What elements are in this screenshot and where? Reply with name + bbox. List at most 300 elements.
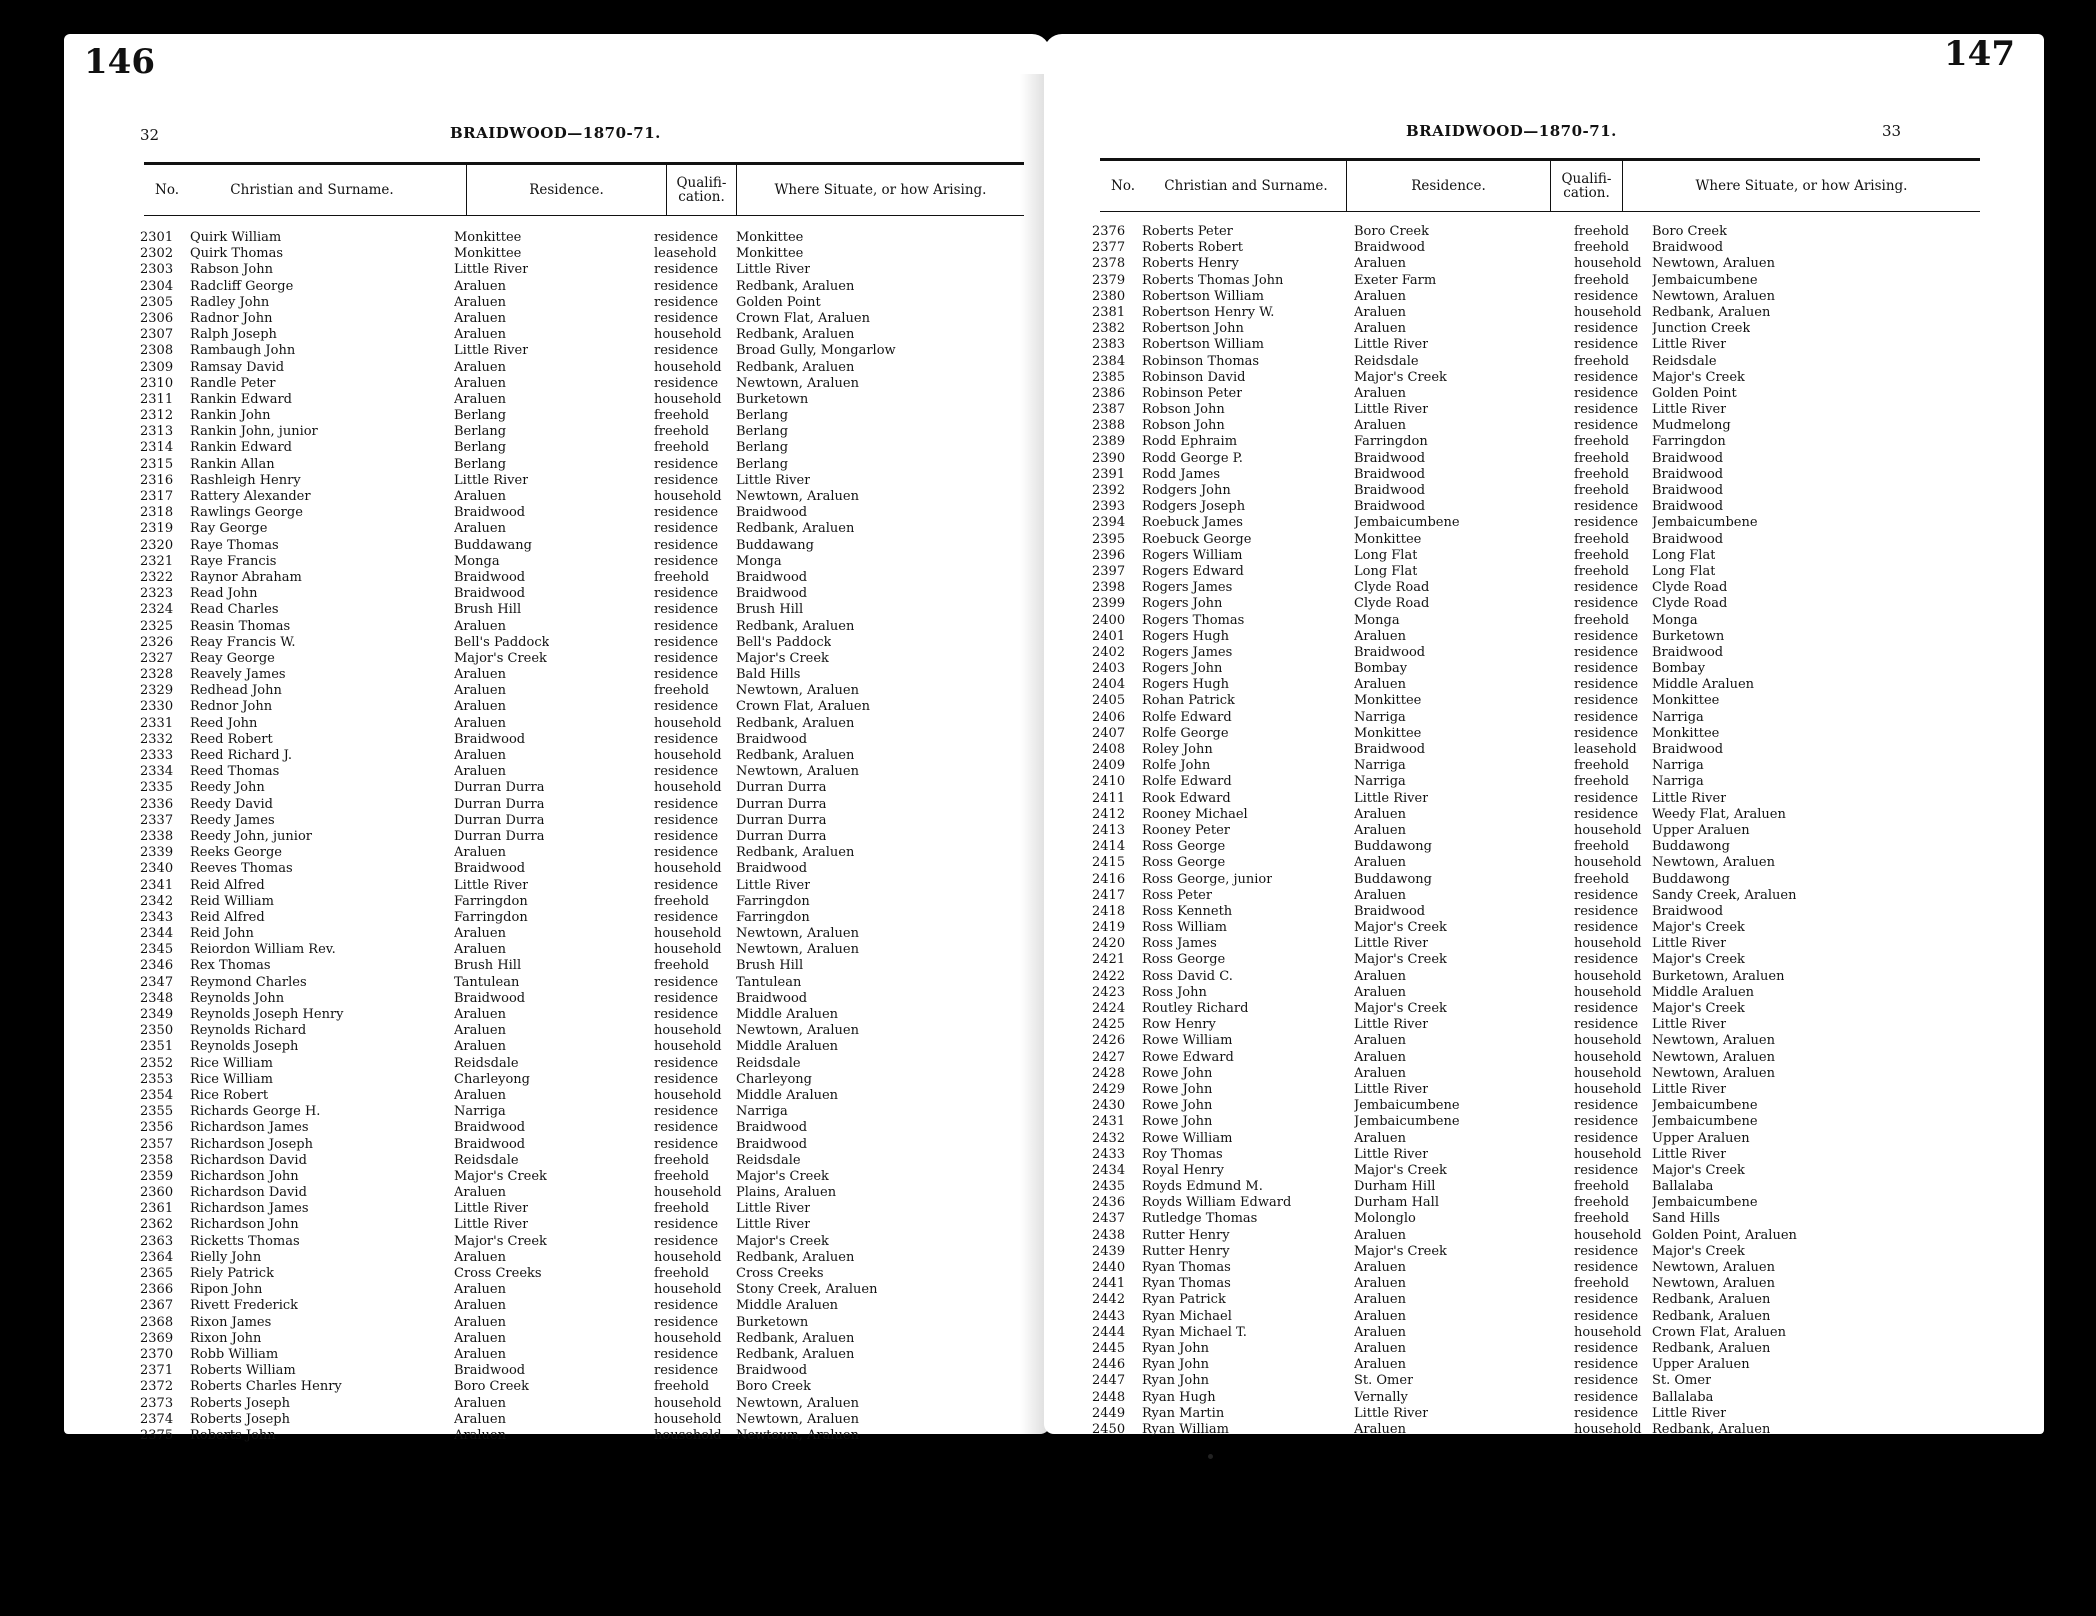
entry-residence: Charleyong	[454, 1071, 531, 1087]
entry-residence: Durran Durra	[454, 812, 545, 828]
entry-name: Reeves Thomas	[190, 861, 293, 877]
table-row	[140, 1153, 1030, 1169]
entry-where-situate: Braidwood	[1652, 240, 1724, 256]
entry-residence: Major's Creek	[454, 1168, 547, 1184]
entry-qualification: freehold	[1574, 224, 1630, 239]
entry-residence: Narriga	[1354, 774, 1406, 790]
entry-where-situate: Braidwood	[736, 731, 808, 747]
column-header-residence: Residence.	[466, 165, 666, 215]
table-row	[1092, 354, 1992, 370]
entry-residence: Araluen	[1354, 887, 1406, 903]
entry-number: 2396	[1092, 547, 1126, 563]
entry-qualification: residence	[654, 521, 719, 537]
entry-qualification: residence	[654, 877, 719, 893]
entry-number: 2350	[140, 1023, 174, 1039]
entry-number: 2322	[140, 569, 174, 585]
entry-qualification: residence	[1574, 1308, 1639, 1324]
entry-qualification: residence	[654, 1314, 719, 1330]
entry-number: 2432	[1092, 1130, 1126, 1146]
entry-residence: Berlang	[454, 424, 507, 440]
entry-where-situate: Braidwood	[1652, 644, 1724, 660]
handwritten-page-number: 147	[1944, 34, 2015, 74]
entry-where-situate: Braidwood	[736, 505, 808, 521]
entry-residence: Vernally	[1354, 1389, 1408, 1405]
entry-residence: Reidsdale	[1354, 353, 1419, 369]
table-row	[140, 1039, 1030, 1055]
entry-where-situate: Redbank, Araluen	[736, 1249, 855, 1265]
entry-where-situate: Braidwood	[736, 861, 808, 877]
entry-residence: Farringdon	[454, 893, 528, 909]
table-row	[1092, 1406, 1992, 1422]
entry-name: Richardson James	[190, 1120, 309, 1136]
table-row	[1092, 370, 1992, 386]
entry-residence: Araluen	[1354, 1033, 1406, 1049]
entry-number: 2357	[140, 1136, 174, 1152]
entry-name: Royal Henry	[1142, 1162, 1224, 1178]
entry-where-situate: Redbank, Araluen	[736, 715, 855, 731]
entry-residence: Araluen	[1354, 1308, 1406, 1324]
entry-number: 2342	[140, 893, 174, 909]
entry-residence: Araluen	[1354, 1065, 1406, 1081]
table-row	[1092, 467, 1992, 483]
entry-name: Rice William	[190, 1055, 273, 1071]
entry-residence: Berlang	[454, 440, 507, 456]
entry-residence: Little River	[454, 343, 529, 359]
entry-qualification: household	[1574, 1049, 1642, 1065]
entry-number: 2340	[140, 861, 174, 877]
table-row	[1092, 1131, 1992, 1147]
entry-name: Rowe William	[1142, 1033, 1233, 1049]
entry-name: Reid William	[190, 893, 274, 909]
table-row	[140, 246, 1030, 262]
entry-residence: Little River	[454, 472, 529, 488]
entry-name: Rodgers John	[1142, 483, 1231, 498]
entry-residence: Little River	[454, 1201, 529, 1217]
entry-where-situate: Braidwood	[1652, 903, 1724, 919]
entry-residence: Little River	[1354, 1405, 1429, 1421]
entry-qualification: household	[654, 861, 722, 877]
entry-where-situate: Buddawong	[1652, 839, 1730, 855]
entry-qualification: leasehold	[654, 246, 717, 262]
table-row	[140, 894, 1030, 910]
entry-where-situate: Little River	[1652, 1146, 1727, 1162]
entry-where-situate: Braidwood	[1652, 483, 1724, 498]
column-header-qualification: Qualifi-cation.	[1550, 161, 1622, 211]
entry-name: Ross Peter	[1142, 887, 1213, 903]
entry-where-situate: Little River	[1652, 402, 1727, 418]
entry-where-situate: Middle Araluen	[1652, 984, 1755, 1000]
entry-name: Royds Edmund M.	[1142, 1179, 1263, 1195]
entry-name: Reedy John	[190, 780, 265, 796]
entry-number: 2420	[1092, 936, 1126, 952]
entry-where-situate: Major's Creek	[1652, 1162, 1745, 1178]
table-row	[140, 1104, 1030, 1120]
entry-residence: Araluen	[1354, 304, 1406, 320]
entry-where-situate: Durran Durra	[736, 828, 827, 844]
entry-number: 2392	[1092, 483, 1126, 498]
entry-qualification: residence	[654, 812, 719, 828]
entry-residence: Little River	[1354, 1081, 1429, 1097]
entry-name: Ryan John	[1142, 1357, 1209, 1373]
entry-number: 2408	[1092, 742, 1126, 757]
entry-number: 2330	[140, 699, 174, 715]
entry-number: 2305	[140, 294, 174, 310]
entry-where-situate: Monkittee	[1652, 725, 1720, 741]
entry-number: 2370	[140, 1346, 174, 1362]
entry-number: 2427	[1092, 1049, 1126, 1065]
entry-qualification: residence	[654, 1104, 719, 1120]
entry-where-situate: Narriga	[736, 1104, 788, 1120]
entry-number: 2303	[140, 262, 174, 278]
entry-residence: Clyde Road	[1354, 580, 1430, 596]
entry-where-situate: Monkittee	[736, 246, 804, 262]
entry-name: Robinson David	[1142, 369, 1246, 385]
table-row	[1092, 386, 1992, 402]
entry-where-situate: Burketown	[736, 391, 809, 407]
entry-residence: Araluen	[1354, 321, 1406, 337]
entry-number: 2422	[1092, 968, 1126, 984]
entry-name: Rolfe Edward	[1142, 709, 1232, 725]
entry-qualification: household	[654, 1427, 722, 1443]
entry-number: 2316	[140, 472, 174, 488]
page-number: 33	[1882, 122, 1902, 140]
entry-number: 2391	[1092, 466, 1126, 482]
entry-qualification: residence	[654, 1007, 719, 1022]
table-row	[140, 619, 1030, 635]
entry-residence: Araluen	[1354, 1421, 1406, 1437]
entry-name: Rogers Hugh	[1142, 677, 1230, 693]
entry-name: Ryan Thomas	[1142, 1260, 1231, 1275]
entry-qualification: residence	[1574, 1098, 1639, 1114]
entry-residence: Monkittee	[1354, 531, 1422, 547]
entry-name: Reymond Charles	[190, 974, 307, 990]
entry-where-situate: Little River	[1652, 337, 1727, 353]
entry-residence: Braidwood	[454, 1120, 526, 1136]
entry-name: Ryan Michael T.	[1142, 1324, 1247, 1340]
entry-where-situate: Cross Creeks	[736, 1266, 824, 1281]
entry-qualification: residence	[1574, 580, 1639, 596]
entry-name: Roberts William	[190, 1363, 296, 1379]
entry-residence: Narriga	[1354, 709, 1406, 725]
entry-residence: Araluen	[1354, 677, 1406, 693]
entry-name: Ripon John	[190, 1282, 263, 1298]
entry-qualification: household	[654, 1282, 722, 1298]
entry-number: 2338	[140, 828, 174, 844]
entry-where-situate: Reidsdale	[736, 1152, 801, 1168]
entry-where-situate: Jembaicumbene	[1652, 1195, 1758, 1211]
entry-name: Rogers William	[1142, 547, 1243, 563]
entry-number: 2329	[140, 683, 174, 699]
table-row	[140, 1331, 1030, 1347]
entry-residence: Araluen	[454, 683, 506, 699]
entry-qualification: residence	[1574, 952, 1639, 968]
right-page	[1044, 34, 2044, 1437]
table-row	[1092, 1390, 1992, 1406]
entry-residence: Reidsdale	[454, 1055, 519, 1071]
entry-qualification: household	[654, 748, 722, 763]
entry-name: Ryan Hugh	[1142, 1389, 1216, 1405]
entry-where-situate: Farringdon	[1652, 434, 1726, 450]
entry-name: Roberts Joseph	[190, 1411, 290, 1427]
entry-name: Roberts Robert	[1142, 240, 1243, 256]
entry-residence: Monkittee	[454, 246, 522, 262]
table-row	[140, 586, 1030, 602]
table-row	[140, 376, 1030, 392]
entry-name: Rodd George P.	[1142, 450, 1243, 466]
table-row	[1092, 1341, 1992, 1357]
entry-residence: Araluen	[454, 359, 506, 375]
entry-qualification: residence	[1574, 1017, 1639, 1033]
entry-where-situate: Charleyong	[736, 1071, 813, 1087]
entry-qualification: residence	[1574, 1001, 1639, 1016]
entry-number: 2368	[140, 1314, 174, 1330]
table-row	[1092, 1179, 1992, 1195]
entry-qualification: residence	[654, 553, 719, 569]
entry-name: Ramsay David	[190, 359, 285, 375]
table-row	[140, 813, 1030, 829]
table-row	[140, 1023, 1030, 1039]
entry-where-situate: Braidwood	[736, 586, 808, 602]
table-row	[1092, 855, 1992, 871]
entry-number: 2313	[140, 424, 174, 440]
entry-name: Radnor John	[190, 310, 273, 326]
entry-name: Reynolds Joseph Henry	[190, 1007, 344, 1022]
entry-qualification: household	[654, 1039, 722, 1055]
entry-name: Richardson David	[190, 1185, 307, 1201]
entry-qualification: freehold	[654, 893, 710, 909]
table-row	[1092, 1163, 1992, 1179]
entry-where-situate: Little River	[1652, 936, 1727, 952]
entry-number: 2438	[1092, 1227, 1126, 1243]
column-header-name: Christian and Surname.	[1164, 177, 1328, 194]
entry-number: 2381	[1092, 304, 1126, 320]
entry-number: 2399	[1092, 596, 1126, 612]
entry-residence: Bell's Paddock	[454, 634, 550, 650]
table-row	[1092, 1147, 1992, 1163]
entry-qualification: freehold	[1574, 353, 1630, 369]
entry-name: Rogers Hugh	[1142, 628, 1230, 644]
entry-qualification: residence	[654, 1346, 719, 1362]
entry-where-situate: Upper Araluen	[1652, 1130, 1750, 1146]
entry-where-situate: Newtown, Araluen	[736, 683, 859, 699]
entry-qualification: household	[654, 327, 722, 343]
entry-qualification: residence	[654, 1217, 719, 1233]
entry-number: 2377	[1092, 240, 1126, 256]
entry-qualification: residence	[1574, 499, 1639, 515]
entry-name: Ryan William	[1142, 1421, 1230, 1437]
entry-residence: Long Flat	[1354, 547, 1418, 563]
entry-name: Rodgers Joseph	[1142, 499, 1246, 515]
entry-qualification: residence	[654, 1071, 719, 1087]
entry-residence: Braidwood	[454, 505, 526, 521]
entry-residence: Braidwood	[1354, 644, 1426, 660]
entry-residence: Boro Creek	[454, 1379, 529, 1395]
column-header-qualification: Qualifi-cation.	[666, 165, 736, 215]
entry-name: Ricketts Thomas	[190, 1233, 300, 1249]
entry-number: 2423	[1092, 984, 1126, 1000]
entry-where-situate: Major's Creek	[1652, 920, 1745, 936]
entry-qualification: residence	[1574, 288, 1639, 304]
table-row	[1092, 1082, 1992, 1098]
table-row	[140, 343, 1030, 359]
entry-name: Rooney Michael	[1142, 806, 1248, 822]
entry-residence: Araluen	[1354, 855, 1406, 871]
entry-number: 2358	[140, 1152, 174, 1168]
entry-number: 2410	[1092, 774, 1126, 790]
entry-number: 2385	[1092, 369, 1126, 385]
entry-qualification: freehold	[1574, 272, 1630, 288]
table-row	[1092, 888, 1992, 904]
entry-qualification: household	[1574, 1146, 1642, 1162]
entry-name: Rooney Peter	[1142, 822, 1230, 838]
entry-number: 2344	[140, 926, 174, 942]
table-row	[1092, 693, 1992, 709]
entry-qualification: freehold	[654, 1201, 710, 1217]
entry-qualification: residence	[654, 375, 719, 391]
entry-qualification: freehold	[1574, 612, 1630, 628]
entry-qualification: residence	[654, 909, 719, 925]
entry-number: 2443	[1092, 1308, 1126, 1324]
column-header-name: Christian and Surname.	[230, 181, 394, 198]
entry-name: Reid Alfred	[190, 909, 265, 925]
entry-number: 2421	[1092, 952, 1126, 968]
entry-where-situate: Newtown, Araluen	[1652, 1033, 1775, 1049]
entry-residence: Durran Durra	[454, 828, 545, 844]
entry-number: 2375	[140, 1427, 174, 1443]
table-row	[1092, 532, 1992, 548]
entry-name: Richards George H.	[190, 1104, 321, 1120]
entry-where-situate: Farringdon	[736, 893, 810, 909]
entry-residence: Araluen	[1354, 806, 1406, 822]
entry-name: Rawlings George	[190, 505, 303, 521]
entry-number: 2360	[140, 1185, 174, 1201]
table-row	[1092, 791, 1992, 807]
entry-name: Raye Francis	[190, 553, 277, 569]
entry-residence: Braidwood	[1354, 903, 1426, 919]
entry-number: 2314	[140, 440, 174, 456]
entry-qualification: freehold	[1574, 240, 1630, 256]
table-row	[1092, 1114, 1992, 1130]
entry-number: 2419	[1092, 920, 1126, 936]
table-row	[1092, 1276, 1992, 1292]
entry-name: Rutter Henry	[1142, 1243, 1230, 1259]
entry-name: Reid John	[190, 926, 254, 942]
entry-residence: Durran Durra	[454, 796, 545, 812]
entry-name: Reiordon William Rev.	[190, 942, 336, 958]
entry-residence: Araluen	[1354, 256, 1406, 272]
entry-name: Rex Thomas	[190, 958, 271, 974]
table-row	[1092, 661, 1992, 677]
entry-number: 2416	[1092, 871, 1126, 887]
entry-qualification: residence	[1574, 1340, 1639, 1356]
entry-qualification: residence	[1574, 418, 1639, 434]
table-row	[140, 1428, 1030, 1444]
table-row	[140, 716, 1030, 732]
entry-number: 2306	[140, 310, 174, 326]
entry-qualification: freehold	[654, 424, 710, 440]
entry-number: 2373	[140, 1395, 174, 1411]
entry-residence: Braidwood	[1354, 499, 1426, 515]
table-row	[1092, 1050, 1992, 1066]
entry-residence: Major's Creek	[454, 650, 547, 666]
entry-name: Rowe John	[1142, 1081, 1213, 1097]
table-row	[140, 764, 1030, 780]
entry-where-situate: Braidwood	[736, 1120, 808, 1136]
entry-number: 2352	[140, 1055, 174, 1071]
entry-qualification: residence	[1574, 369, 1639, 385]
entry-residence: Major's Creek	[1354, 1001, 1447, 1016]
entry-qualification: freehold	[1574, 774, 1630, 790]
entry-residence: Araluen	[454, 1185, 506, 1201]
entry-residence: Long Flat	[1354, 563, 1418, 579]
entry-where-situate: Little River	[1652, 1081, 1727, 1097]
entry-where-situate: Durran Durra	[736, 780, 827, 796]
entry-qualification: freehold	[1574, 466, 1630, 482]
voter-list	[1092, 224, 1992, 1438]
entry-where-situate: Redbank, Araluen	[736, 1346, 855, 1362]
entry-where-situate: Monga	[1652, 612, 1698, 628]
entry-number: 2307	[140, 327, 174, 343]
entry-number: 2434	[1092, 1162, 1126, 1178]
table-row	[1092, 1033, 1992, 1049]
table-row	[140, 602, 1030, 618]
table-row	[1092, 418, 1992, 434]
entry-name: Reedy David	[190, 796, 273, 812]
table-row	[1092, 1017, 1992, 1033]
table-row	[1092, 564, 1992, 580]
entry-residence: Reidsdale	[454, 1152, 519, 1168]
table-header	[1100, 158, 1980, 212]
entry-residence: Araluen	[454, 278, 506, 294]
entry-where-situate: Long Flat	[1652, 563, 1716, 579]
entry-residence: Tantulean	[454, 974, 520, 990]
entry-where-situate: Tantulean	[736, 974, 802, 990]
entry-name: Reasin Thomas	[190, 618, 291, 634]
entry-number: 2310	[140, 375, 174, 391]
entry-where-situate: Boro Creek	[736, 1379, 811, 1395]
entry-qualification: residence	[654, 230, 719, 245]
entry-qualification: residence	[1574, 1130, 1639, 1146]
table-row	[140, 1137, 1030, 1153]
entry-number: 2441	[1092, 1276, 1126, 1292]
entry-number: 2404	[1092, 677, 1126, 693]
entry-where-situate: Braidwood	[736, 1136, 808, 1152]
entry-where-situate: St. Omer	[1652, 1373, 1712, 1389]
entry-number: 2390	[1092, 450, 1126, 466]
entry-residence: Molonglo	[1354, 1211, 1416, 1227]
entry-where-situate: Junction Creek	[1652, 321, 1751, 337]
entry-name: Rolfe John	[1142, 758, 1211, 774]
entry-name: Reedy John, junior	[190, 828, 312, 844]
entry-where-situate: Redbank, Araluen	[736, 845, 855, 861]
entry-number: 2308	[140, 343, 174, 359]
entry-name: Ryan Thomas	[1142, 1276, 1231, 1292]
entry-residence: Farringdon	[454, 909, 528, 925]
entry-residence: Araluen	[454, 1007, 506, 1022]
entry-number: 2302	[140, 246, 174, 262]
entry-where-situate: Narriga	[1652, 774, 1704, 790]
entry-residence: Braidwood	[1354, 240, 1426, 256]
entry-name: Rice William	[190, 1071, 273, 1087]
entry-where-situate: Berlang	[736, 440, 789, 456]
entry-name: Ryan Michael	[1142, 1308, 1232, 1324]
entry-number: 2387	[1092, 402, 1126, 418]
entry-residence: Araluen	[1354, 1260, 1406, 1275]
entry-where-situate: Little River	[1652, 1017, 1727, 1033]
entry-qualification: residence	[1574, 709, 1639, 725]
entry-where-situate: Brush Hill	[736, 958, 804, 974]
table-row	[140, 861, 1030, 877]
